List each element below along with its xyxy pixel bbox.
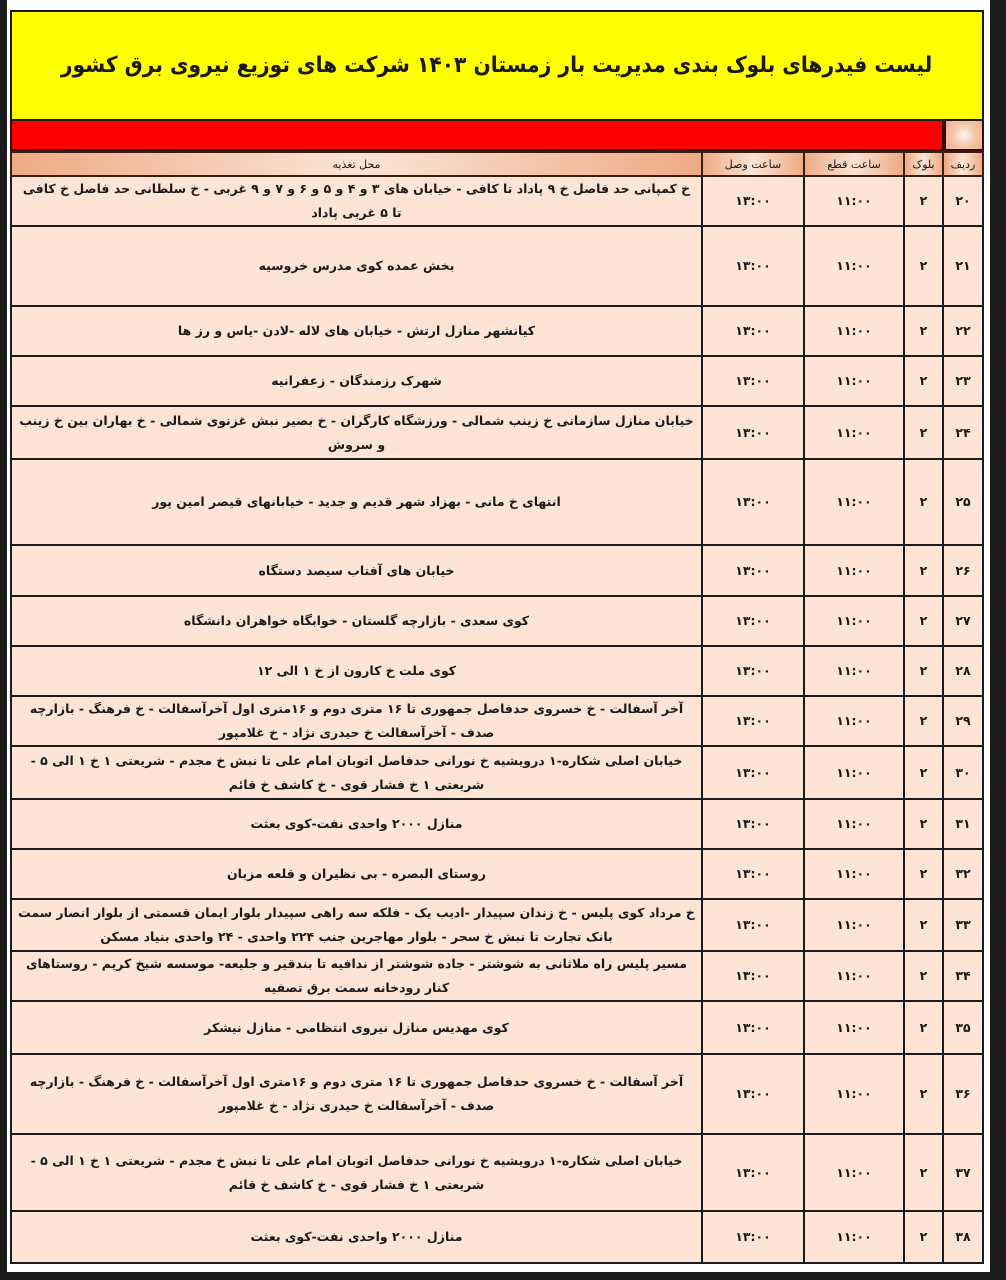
table-row xyxy=(11,646,983,696)
connect-time-cell: ۱۳:۰۰ xyxy=(702,226,804,306)
connect-time-cell: ۱۳:۰۰ xyxy=(702,696,804,746)
connect-time-cell: ۱۳:۰۰ xyxy=(702,596,804,646)
row-number-cell: ۳۶ xyxy=(943,1054,983,1134)
connect-time-cell: ۱۳:۰۰ xyxy=(702,1134,804,1211)
location-cell: آخر آسفالت - خ خسروی حدفاصل جمهوری تا ۱۶ متری دوم و ۱۶متری اول آخرآسفالت - خ فرهنگ - بازارچه صدف - آخرآسفالت خ حیدری نژاد - خ غلامپور xyxy=(11,1054,702,1134)
cut-time-cell: ۱۱:۰۰ xyxy=(804,746,904,799)
row-number-cell: ۲۱ xyxy=(943,226,983,306)
location-cell: انتهای خ مانی - بهزاد شهر قدیم و جدید - خیابانهای قیصر امین پور xyxy=(11,459,702,545)
block-cell: ۲ xyxy=(904,545,943,596)
connect-time-cell: ۱۳:۰۰ xyxy=(702,746,804,799)
row-number-cell: ۲۲ xyxy=(943,306,983,356)
block-cell: ۲ xyxy=(904,176,943,226)
location-cell: خیابان اصلی شکاره-۱ درویشیه خ نورانی حدفاصل اتوبان امام علی تا نبش خ مجدم - شریعتی ۱ خ ۱ الی ۵ - شریعتی ۱ خ فشار قوی - خ کاشف خ قائم xyxy=(11,746,702,799)
table-body xyxy=(11,176,983,1263)
connect-time-cell: ۱۳:۰۰ xyxy=(702,459,804,545)
cut-time-cell: ۱۱:۰۰ xyxy=(804,1134,904,1211)
table-row xyxy=(11,696,983,746)
connect-time-cell: ۱۳:۰۰ xyxy=(702,545,804,596)
block-cell: ۲ xyxy=(904,1001,943,1054)
table-row xyxy=(11,849,983,899)
table-row xyxy=(11,799,983,849)
location-cell: خیابان اصلی شکاره-۱ درویشیه خ نورانی حدفاصل اتوبان امام علی تا نبش خ مجدم - شریعتی ۱ خ ۱ الی ۵ - شریعتی ۱ خ فشار قوی - خ کاشف خ قائم xyxy=(11,1134,702,1211)
block-cell: ۲ xyxy=(904,406,943,459)
row-number-cell: ۲۸ xyxy=(943,646,983,696)
table-row xyxy=(11,1211,983,1263)
row-number-cell: ۳۰ xyxy=(943,746,983,799)
cut-time-cell: ۱۱:۰۰ xyxy=(804,799,904,849)
cut-time-cell: ۱۱:۰۰ xyxy=(804,696,904,746)
table-row xyxy=(11,746,983,799)
cut-time-cell: ۱۱:۰۰ xyxy=(804,406,904,459)
block-cell: ۲ xyxy=(904,849,943,899)
row-number-cell: ۲۵ xyxy=(943,459,983,545)
block-cell: ۲ xyxy=(904,459,943,545)
header-cut-time: ساعت قطع xyxy=(804,152,904,176)
location-cell: خ مرداد کوی پلیس - خ زندان سپیدار -ادیب یک - فلکه سه راهی سپیدار بلوار ایمان قسمتی از بلوار انصار سمت بانک تجارت تا نبش خ سحر - بلوار مهاجرین جنب ۲۲۴ واحدی - ۲۴ واحدی بنیاد مسکن xyxy=(11,899,702,951)
feeder-table xyxy=(10,151,984,1264)
table-row xyxy=(11,1001,983,1054)
cut-time-cell: ۱۱:۰۰ xyxy=(804,849,904,899)
table-row xyxy=(11,545,983,596)
header-location: محل تغذیه xyxy=(11,152,702,176)
table-row xyxy=(11,1134,983,1211)
connect-time-cell: ۱۳:۰۰ xyxy=(702,1001,804,1054)
connect-time-cell: ۱۳:۰۰ xyxy=(702,849,804,899)
location-cell: شهرک رزمندگان - زعفرانیه xyxy=(11,356,702,406)
location-cell: خیابان منازل سازمانی خ زینب شمالی - ورزشگاه کارگران - خ بصیر نبش غزنوی شمالی - خ بهاران بین خ زینب و سروش xyxy=(11,406,702,459)
table-row xyxy=(11,899,983,951)
connect-time-cell: ۱۳:۰۰ xyxy=(702,176,804,226)
table-row xyxy=(11,951,983,1001)
block-cell: ۲ xyxy=(904,356,943,406)
connect-time-cell: ۱۳:۰۰ xyxy=(702,356,804,406)
cut-time-cell: ۱۱:۰۰ xyxy=(804,951,904,1001)
cut-time-cell: ۱۱:۰۰ xyxy=(804,176,904,226)
row-number-cell: ۳۷ xyxy=(943,1134,983,1211)
block-cell: ۲ xyxy=(904,1211,943,1263)
cut-time-cell: ۱۱:۰۰ xyxy=(804,1001,904,1054)
table-row xyxy=(11,226,983,306)
block-cell: ۲ xyxy=(904,306,943,356)
connect-time-cell: ۱۳:۰۰ xyxy=(702,951,804,1001)
block-cell: ۲ xyxy=(904,596,943,646)
row-number-cell: ۳۴ xyxy=(943,951,983,1001)
block-cell: ۲ xyxy=(904,899,943,951)
row-number-cell: ۲۹ xyxy=(943,696,983,746)
connect-time-cell: ۱۳:۰۰ xyxy=(702,1054,804,1134)
table-row xyxy=(11,1054,983,1134)
row-number-cell: ۳۵ xyxy=(943,1001,983,1054)
row-number-cell: ۲۰ xyxy=(943,176,983,226)
cut-time-cell: ۱۱:۰۰ xyxy=(804,306,904,356)
cut-time-cell: ۱۱:۰۰ xyxy=(804,1054,904,1134)
block-cell: ۲ xyxy=(904,746,943,799)
corner-header-cell xyxy=(944,121,984,151)
row-number-cell: ۲۴ xyxy=(943,406,983,459)
row-number-cell: ۲۳ xyxy=(943,356,983,406)
cut-time-cell: ۱۱:۰۰ xyxy=(804,356,904,406)
block-cell: ۲ xyxy=(904,226,943,306)
table-row xyxy=(11,176,983,226)
table-row xyxy=(11,596,983,646)
location-cell: بخش عمده کوی مدرس خروسیه xyxy=(11,226,702,306)
block-cell: ۲ xyxy=(904,1054,943,1134)
location-cell: خیابان های آفتاب سیصد دستگاه xyxy=(11,545,702,596)
cut-time-cell: ۱۱:۰۰ xyxy=(804,226,904,306)
location-cell: منازل ۲۰۰۰ واحدی نفت-کوی بعثت xyxy=(11,799,702,849)
cut-time-cell: ۱۱:۰۰ xyxy=(804,1211,904,1263)
table-row xyxy=(11,356,983,406)
block-cell: ۲ xyxy=(904,951,943,1001)
cut-time-cell: ۱۱:۰۰ xyxy=(804,545,904,596)
row-number-cell: ۳۱ xyxy=(943,799,983,849)
page-title: لیست فیدرهای بلوک بندی مدیریت بار زمستان ۱۴۰۳ شرکت های توزیع نیروی برق کشور xyxy=(61,53,933,78)
cut-time-cell: ۱۱:۰۰ xyxy=(804,646,904,696)
cut-time-cell: ۱۱:۰۰ xyxy=(804,459,904,545)
header-block: بلوک xyxy=(904,152,943,176)
cut-time-cell: ۱۱:۰۰ xyxy=(804,596,904,646)
row-number-cell: ۳۲ xyxy=(943,849,983,899)
red-section-bar xyxy=(10,121,944,151)
block-cell: ۲ xyxy=(904,799,943,849)
table-row xyxy=(11,406,983,459)
location-cell: مسیر پلیس راه ملاثانی به شوشتر - جاده شوشتر از ندافیه تا بندقیر و جلیعه- موسسه شیخ کریم - روستاهای کنار رودخانه سمت برق تصفیه xyxy=(11,951,702,1001)
connect-time-cell: ۱۳:۰۰ xyxy=(702,646,804,696)
row-number-cell: ۲۷ xyxy=(943,596,983,646)
row-number-cell: ۳۸ xyxy=(943,1211,983,1263)
connect-time-cell: ۱۳:۰۰ xyxy=(702,306,804,356)
cut-time-cell: ۱۱:۰۰ xyxy=(804,899,904,951)
header-row-number: ردیف xyxy=(943,152,983,176)
location-cell: کوی سعدی - بازارچه گلستان - خوابگاه خواهران دانشگاه xyxy=(11,596,702,646)
table-header-row xyxy=(11,152,983,176)
table-row xyxy=(11,306,983,356)
row-number-cell: ۲۶ xyxy=(943,545,983,596)
block-cell: ۲ xyxy=(904,696,943,746)
location-cell: کوی ملت خ کارون از خ ۱ الی ۱۲ xyxy=(11,646,702,696)
location-cell: منازل ۲۰۰۰ واحدی نفت-کوی بعثت xyxy=(11,1211,702,1263)
row-number-cell: ۳۳ xyxy=(943,899,983,951)
title-banner xyxy=(10,10,984,121)
connect-time-cell: ۱۳:۰۰ xyxy=(702,406,804,459)
location-cell: خ کمپانی حد فاصل خ ۹ پاداد تا کافی - خیابان های ۳ و ۴ و ۵ و ۶ و ۷ و ۹ غربی - خ سلطانی حد فاصل خ کافی تا ۵ غربی پاداد xyxy=(11,176,702,226)
table-row xyxy=(11,459,983,545)
location-cell: روستای البصره - بی نظیران و قلعه مزبان xyxy=(11,849,702,899)
location-cell: کیانشهر منازل ارتش - خیابان های لاله -لادن -یاس و رز ها xyxy=(11,306,702,356)
header-connect-time: ساعت وصل xyxy=(702,152,804,176)
block-cell: ۲ xyxy=(904,646,943,696)
location-cell: کوی مهدیس منازل نیروی انتظامی - منازل نیشکر xyxy=(11,1001,702,1054)
connect-time-cell: ۱۳:۰۰ xyxy=(702,1211,804,1263)
block-cell: ۲ xyxy=(904,1134,943,1211)
connect-time-cell: ۱۳:۰۰ xyxy=(702,799,804,849)
location-cell: آخر آسفالت - خ خسروی حدفاصل جمهوری تا ۱۶ متری دوم و ۱۶متری اول آخرآسفالت - خ فرهنگ - بازارچه صدف - آخرآسفالت خ حیدری نژاد - خ غلامپور xyxy=(11,696,702,746)
connect-time-cell: ۱۳:۰۰ xyxy=(702,899,804,951)
